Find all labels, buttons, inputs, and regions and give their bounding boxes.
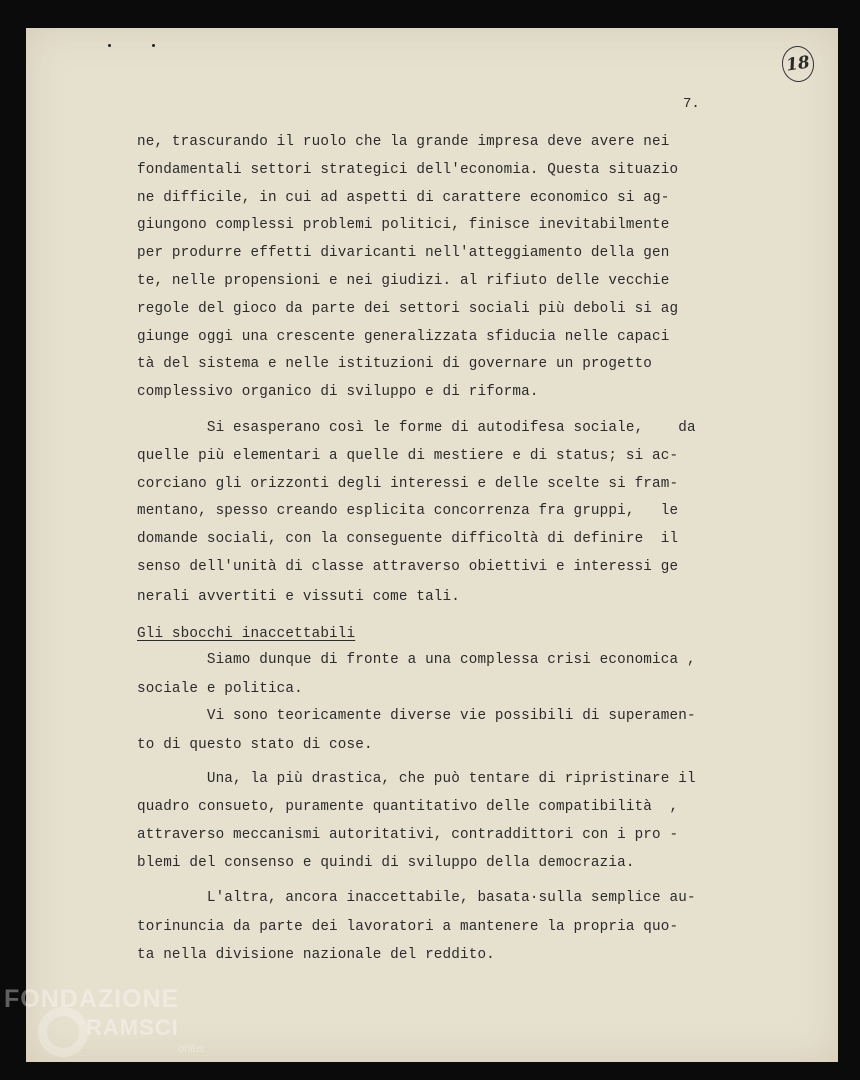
text-line: to di questo stato di cose.: [137, 737, 373, 753]
text-line: Una, la più drastica, che può tentare di ripristinare il: [137, 771, 696, 787]
text-line: te, nelle propensioni e nei giudizi. al rifiuto delle vecchie: [137, 273, 670, 289]
corner-dot: [108, 44, 111, 47]
text-line: Vi sono teoricamente diverse vie possibili di superamen-: [137, 708, 696, 724]
text-line: fondamentali settori strategici dell'economia. Questa situazio: [137, 162, 679, 178]
text-line: corciano gli orizzonti degli interessi e delle scelte si fram-: [137, 476, 679, 492]
text-line: Si esasperano così le forme di autodifesa sociale, da: [137, 420, 696, 436]
text-line: regole del gioco da parte dei settori sociali più deboli si ag: [137, 301, 679, 317]
text-line: L'altra, ancora inaccettabile, basata·sulla semplice au-: [137, 890, 696, 906]
corner-dot: [152, 44, 155, 47]
text-line: torinuncia da parte dei lavoratori a mantenere la propria quo-: [137, 919, 679, 935]
folio-number: 18: [780, 44, 817, 84]
text-line: ne, trascurando il ruolo che la grande impresa deve avere nei: [137, 134, 670, 150]
text-line: nerali avvertiti e vissuti come tali.: [137, 589, 460, 605]
watermark-line-1: FONDAZIONE: [4, 985, 180, 1013]
text-line: per produrre effetti divaricanti nell'atteggiamento della gen: [137, 245, 670, 261]
text-line: quelle più elementari a quelle di mestiere e di status; si ac-: [137, 448, 679, 464]
text-line: ne difficile, in cui ad aspetti di carattere economico si ag-: [137, 190, 670, 206]
text-line: Siamo dunque di fronte a una complessa crisi economica ,: [137, 652, 696, 668]
text-line: domande sociali, con la conseguente difficoltà di definire il: [137, 531, 679, 547]
text-line: mentano, spesso creando esplicita concorrenza fra gruppi, le: [137, 503, 679, 519]
text-line: giungono complessi problemi politici, finisce inevitabilmente: [137, 217, 670, 233]
text-line: blemi del consenso e quindi di sviluppo della democrazia.: [137, 855, 635, 871]
text-line: attraverso meccanismi autoritativi, contraddittori con i pro -: [137, 827, 679, 843]
text-line: quadro consueto, puramente quantitativo delle compatibilità ,: [137, 799, 679, 815]
text-line: ta nella divisione nazionale del reddito.: [137, 947, 495, 963]
text-line: sociale e politica.: [137, 681, 303, 697]
text-line: giunge oggi una crescente generalizzata sfiducia nelle capaci: [137, 329, 670, 345]
text-line: tà del sistema e nelle istituzioni di governare un progetto: [137, 356, 653, 372]
section-heading: Gli sbocchi inaccettabili: [137, 626, 356, 642]
watermark-line-3: onlus: [178, 1043, 205, 1055]
text-line: complessivo organico di sviluppo e di riforma.: [137, 384, 539, 400]
page-number: 7.: [683, 96, 700, 112]
watermark-g-icon: [38, 1007, 88, 1057]
watermark-line-2: RAMSCI: [86, 1015, 179, 1040]
text-line: senso dell'unità di classe attraverso obiettivi e interessi ge: [137, 559, 679, 575]
watermark-logo: [4, 985, 205, 1055]
